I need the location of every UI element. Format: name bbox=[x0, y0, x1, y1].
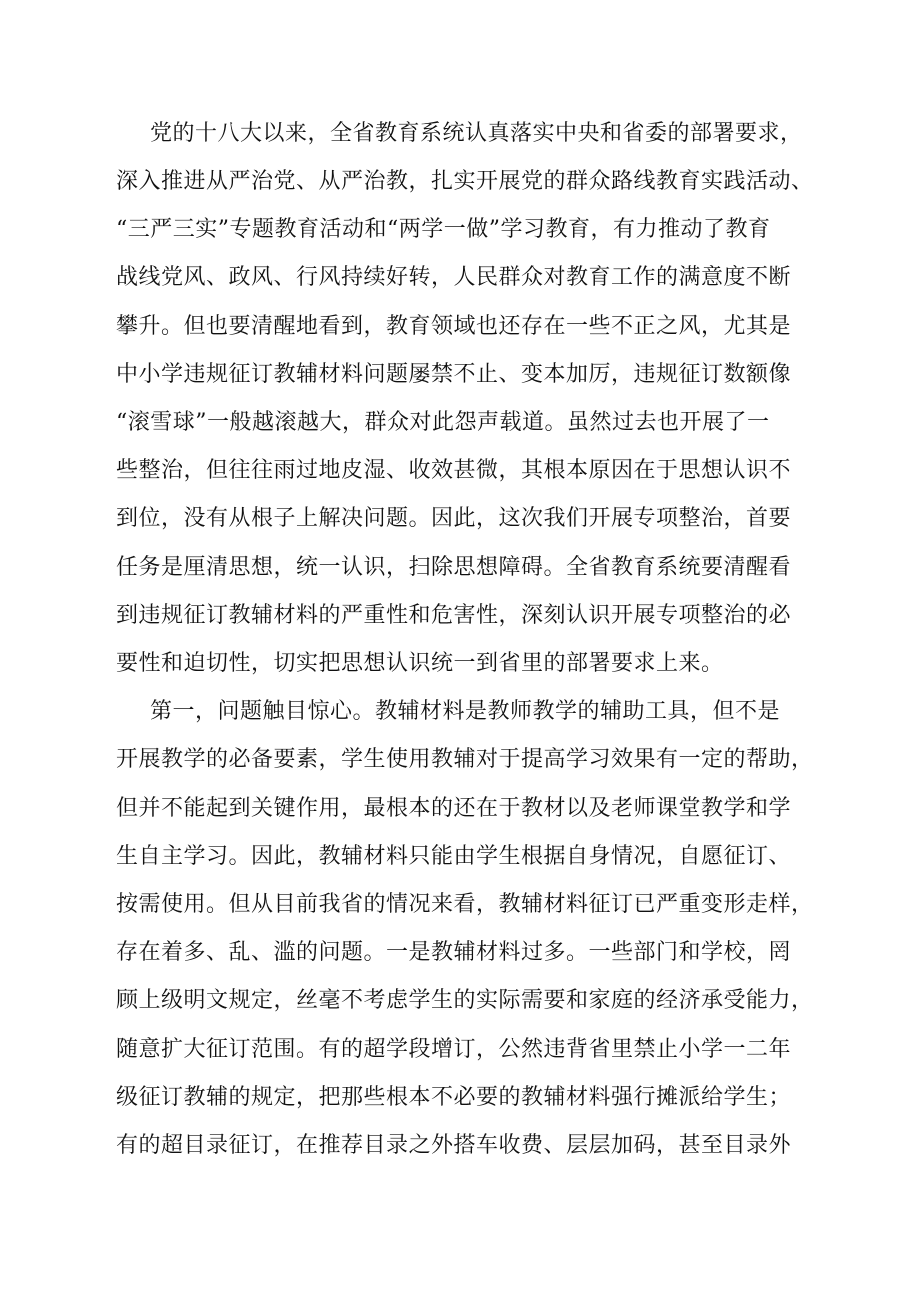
paragraph-1-line-3: “三严三实”专题教育活动和“两学一做”学习教育，有力推动了教育 bbox=[116, 217, 771, 242]
paragraph-1-line-5: 攀升。但也要清醒地看到，教育领域也还存在一些不正之风，尤其是 bbox=[116, 314, 792, 339]
paragraph-1-line-12: 要性和迫切性，切实把思想认识统一到省里的部署要求上来。 bbox=[116, 651, 724, 676]
paragraph-1-line-7: “滚雪球”一般越滚越大，群众对此怨声载道。虽然过去也开展了一 bbox=[116, 410, 770, 435]
paragraph-1-line-1: 党的十八大以来，全省教育系统认真落实中央和省委的部署要求， bbox=[150, 121, 803, 146]
paragraph-2-line-6: 存在着多、乱、滥的问题。一是教辅材料过多。一些部门和学校，罔 bbox=[116, 940, 792, 965]
paragraph-2-line-5: 按需使用。但从目前我省的情况来看，教辅材料征订已严重变形走样， bbox=[116, 892, 814, 917]
paragraph-1-line-4: 战线党风、政风、行风持续好转，人民群众对教育工作的满意度不断 bbox=[116, 265, 792, 290]
paragraph-1-line-6: 中小学违规征订教辅材料问题屡禁不止、变本加厉，违规征订数额像 bbox=[116, 362, 792, 387]
paragraph-1-line-9: 到位，没有从根子上解决问题。因此，这次我们开展专项整治，首要 bbox=[116, 506, 792, 531]
paragraph-2-line-2: 开展教学的必备要素，学生使用教辅对于提高学习效果有一定的帮助， bbox=[116, 747, 814, 772]
paragraph-2-line-1: 第一，问题触目惊心。教辅材料是教师教学的辅助工具，但不是 bbox=[150, 699, 781, 724]
paragraph-2-line-8: 随意扩大征订范围。有的超学段增订，公然违背省里禁止小学一二年 bbox=[116, 1037, 792, 1062]
paragraph-2-line-7: 顾上级明文规定，丝毫不考虑学生的实际需要和家庭的经济承受能力， bbox=[116, 988, 814, 1013]
paragraph-2-line-9: 级征订教辅的规定，把那些根本不必要的教辅材料强行摊派给学生； bbox=[116, 1085, 792, 1110]
paragraph-1-line-8: 些整治，但往往雨过地皮湿、收效甚微，其根本原因在于思想认识不 bbox=[116, 458, 792, 483]
paragraph-1-line-11: 到违规征订教辅材料的严重性和危害性，深刻认识开展专项整治的必 bbox=[116, 603, 792, 628]
paragraph-1-line-10: 任务是厘清思想，统一认识，扫除思想障碍。全省教育系统要清醒看 bbox=[116, 555, 792, 580]
paragraph-2-line-3: 但并不能起到关键作用，最根本的还在于教材以及老师课堂教学和学 bbox=[116, 796, 792, 821]
paragraph-1-line-2: 深入推进从严治党、从严治教，扎实开展党的群众路线教育实践活动、 bbox=[116, 169, 814, 194]
paragraph-2-line-10: 有的超目录征订，在推荐目录之外搭车收费、层层加码，甚至目录外 bbox=[116, 1133, 792, 1158]
paragraph-2-line-4: 生自主学习。因此，教辅材料只能由学生根据自身情况，自愿征订、 bbox=[116, 844, 792, 869]
